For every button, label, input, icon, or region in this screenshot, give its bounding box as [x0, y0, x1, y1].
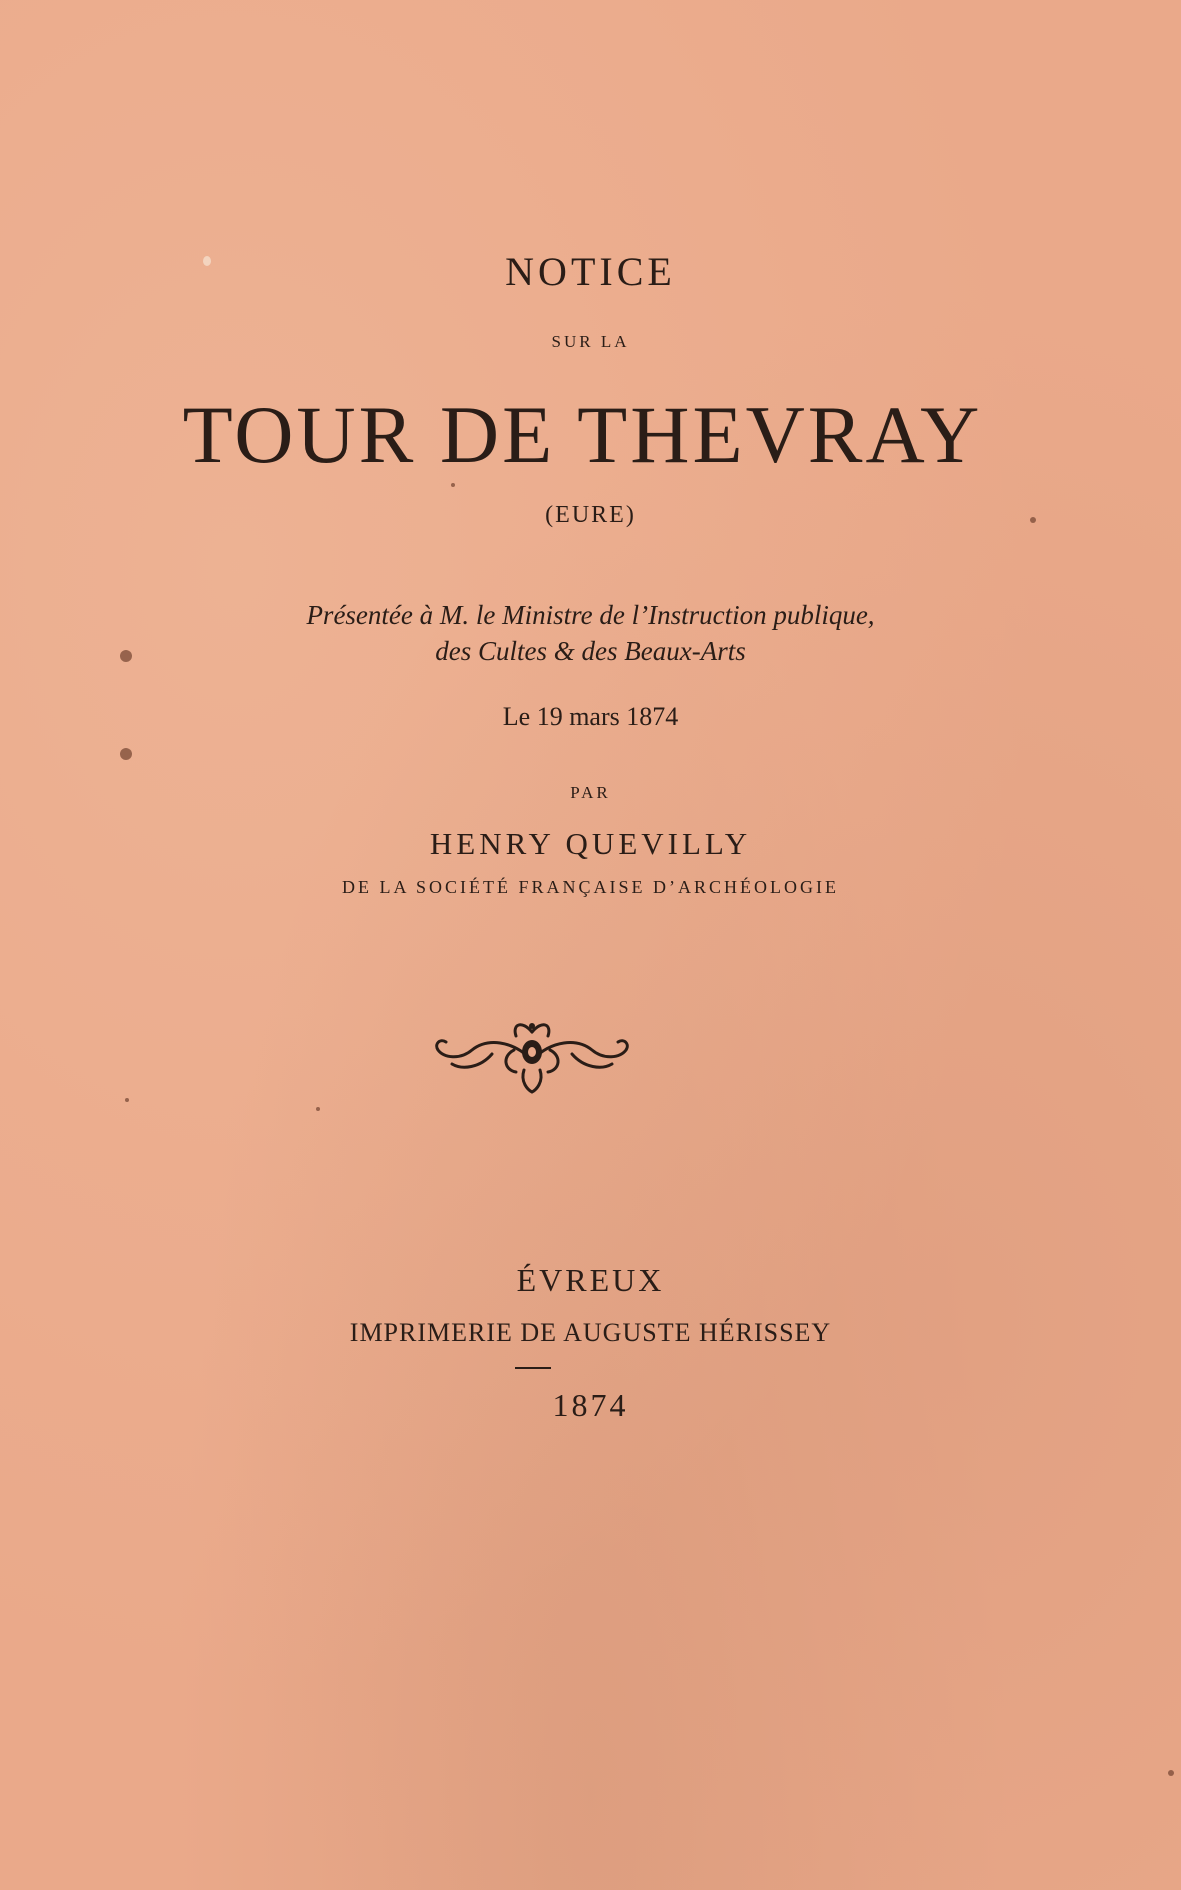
imprint-printer: IMPRIMERIE DE AUGUSTE HÉRISSEY: [349, 1318, 832, 1347]
presentation-line-1: Présentée à M. le Ministre de l’Instruction publique,: [306, 600, 875, 630]
presentation-date: Le 19 mars 1874: [502, 702, 679, 731]
imprint-year: 1874: [552, 1387, 629, 1423]
paper-spot: [316, 1107, 320, 1111]
imprint-city: ÉVREUX: [516, 1262, 665, 1298]
paper-spot: [120, 748, 132, 760]
imprint-divider: [515, 1367, 551, 1369]
by-label: PAR: [570, 783, 611, 802]
paper-spot: [1168, 1770, 1174, 1776]
book-title: TOUR DE THEVRAY: [182, 389, 983, 480]
region-subtitle: (EURE): [545, 502, 636, 528]
heading-preposition: SUR LA: [551, 332, 630, 351]
author-affiliation: DE LA SOCIÉTÉ FRANÇAISE D’ARCHÉOLOGIE: [342, 877, 839, 897]
author-name: HENRY QUEVILLY: [429, 826, 752, 861]
paper-spot: [451, 483, 455, 487]
paper-spot: [125, 1098, 129, 1102]
fleuron-ornament-icon: [432, 1010, 632, 1096]
presentation-line-2: des Cultes & des Beaux-Arts: [435, 636, 746, 666]
heading-notice: NOTICE: [505, 249, 676, 294]
